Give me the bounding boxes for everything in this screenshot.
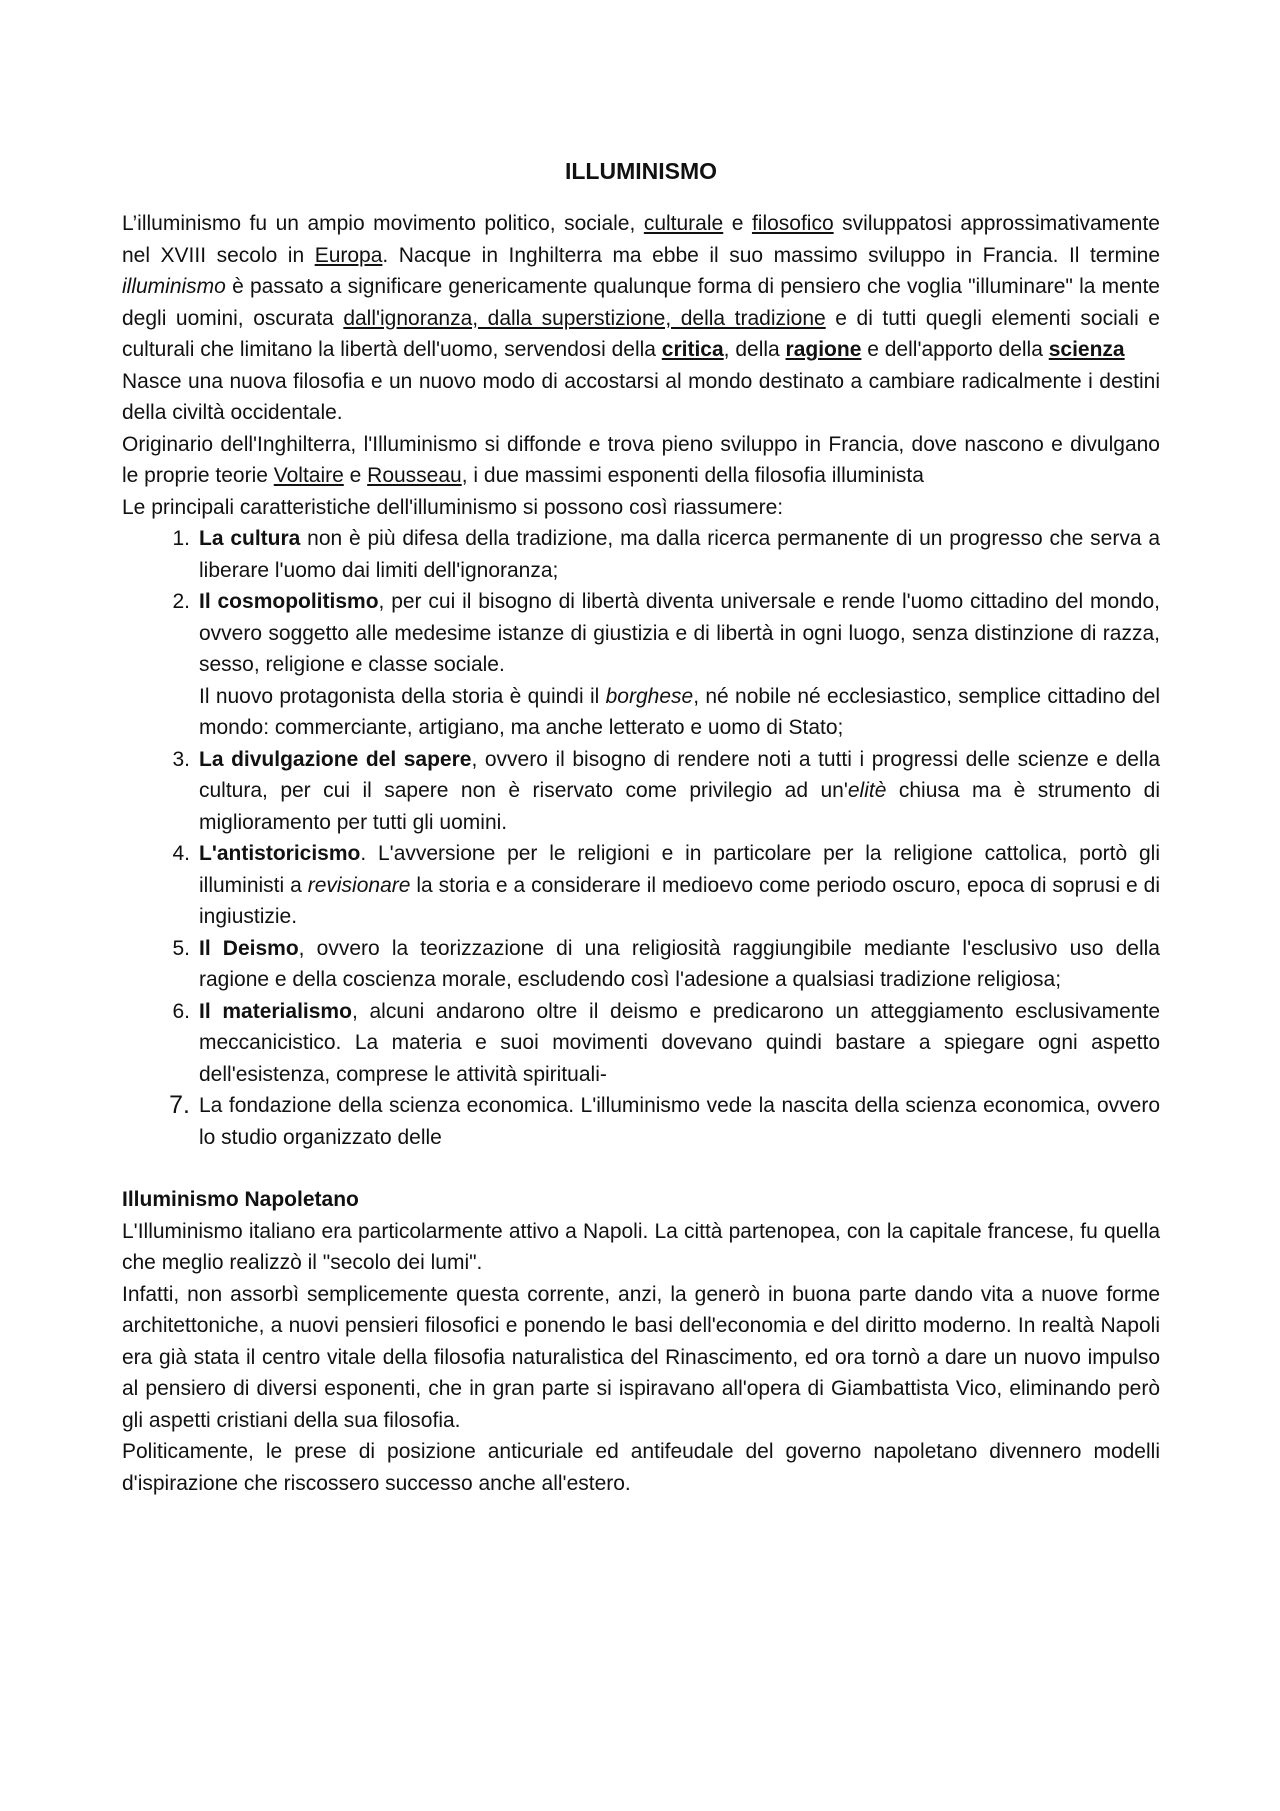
paragraph-origini [122, 429, 1160, 492]
list-number: 1. [172, 527, 190, 550]
link-europa[interactable]: Europa [314, 243, 383, 267]
text-run: L’illuminismo fu un ampio movimento politico, sociale, [122, 212, 644, 235]
paragraph-caratteristiche: Le principali caratteristiche dell'illuminismo si possono così riassumere: [122, 495, 784, 519]
italic-term: elitè [847, 779, 887, 802]
intro-paragraph [122, 208, 1160, 366]
list-item-title: L'antistoricismo [199, 842, 361, 865]
link-culturale[interactable]: culturale [643, 212, 724, 235]
italic-term: revisionare [307, 873, 411, 897]
characteristics-list [122, 523, 1160, 1153]
list-item-title: Il cosmopolitismo [199, 590, 379, 613]
list-number: 7. [169, 1091, 190, 1119]
page-title: ILLUMINISMO [564, 158, 718, 184]
list-item [122, 838, 1160, 933]
list-number: 2. [172, 590, 190, 613]
list-item [122, 1090, 1160, 1153]
list-number: 6. [172, 999, 190, 1023]
list-item [122, 744, 1160, 839]
list-item-text: la storia e a considerare il medioevo come periodo oscuro, epoca di soprusi e di ingiustizie. [199, 873, 1160, 928]
keyword-scienza: scienza [1048, 338, 1125, 361]
section-heading-napoli: Illuminismo Napoletano [122, 1188, 359, 1211]
list-item-title: La divulgazione del sapere [199, 747, 472, 771]
text-run: . Nacque in Inghilterra ma ebbe il suo massimo sviluppo in Francia. Il termine [382, 243, 1160, 267]
list-item-text: , ovvero il bisogno di rendere noti a tutti i progressi delle scienze e della cultura, per cui il sapere non è riservato come privilegio ad un' [199, 747, 1160, 802]
text-run: è passato a significare genericamente qualunque forma di pensiero che voglia "illuminare" la mente degli uomini, oscurata [122, 275, 1160, 330]
list-item-title: Il materialismo [199, 999, 352, 1023]
keyword-ragione: ragione [785, 338, 862, 361]
list-item [122, 523, 1160, 586]
text-run: Originario dell'Inghilterra, l'Illuminismo si diffonde e trova pieno sviluppo in Francia, dove nascono e divulgano le proprie teorie [122, 432, 1160, 487]
text-run: e dell'apporto della [861, 338, 1049, 361]
list-item [122, 996, 1160, 1091]
keyword-critica: critica [661, 338, 724, 361]
list-item-text: non è più difesa della tradizione, ma dalla ricerca permanente di un progresso che serva a liberare l'uomo dai limiti dell'ignoranza; [199, 527, 1160, 582]
list-number: 4. [172, 842, 190, 865]
text-run: , della [723, 338, 786, 361]
underlined-phrase: dall'ignoranza, dalla superstizione, della tradizione [343, 306, 826, 330]
list-item-text: chiusa ma è strumento di miglioramento per tutti gli uomini. [199, 779, 1160, 834]
napoli-paragraph-1: L'Illuminismo italiano era particolarmente attivo a Napoli. La città partenopea, con la capitale francese, fu quella che meglio realizzò il "secolo dei lumi". [122, 1219, 1160, 1274]
list-item-text: , alcuni andarono oltre il deismo e predicarono un atteggiamento esclusivamente meccanicistico. La materia e suoi movimenti dovevano quindi bastare a spiegare ogni aspetto dell'esistenza, comprese le attività spirituali- [199, 999, 1161, 1086]
list-item [122, 933, 1160, 996]
italic-term: borghese [605, 684, 694, 708]
text-run: e [343, 464, 368, 487]
list-item-text: , per cui il bisogno di libertà diventa universale e rende l'uomo cittadino del mondo, ovvero soggetto alle medesime istanze di giustizia e di libertà in ogni luogo, senza distinzione di razza, sesso, religione e classe sociale. [199, 590, 1160, 676]
napoli-paragraph-3: Politicamente, le prese di posizione anticuriale ed antifeudale del governo napoletano divennero modelli d'ispirazione che riscossero successo anche all'estero. [122, 1440, 1160, 1495]
text-run: e di tutti quegli elementi sociali e culturali che limitano la libertà dell'uomo, servendosi della [122, 306, 1160, 361]
italic-term: illuminismo [122, 275, 226, 298]
list-item-title: La cultura [199, 527, 301, 550]
text-run: e [723, 212, 752, 235]
text-run: , i due massimi esponenti della filosofia illuminista [461, 464, 924, 487]
list-number: 3. [172, 747, 190, 771]
list-item-text: Il nuovo protagonista della storia è quindi il [199, 684, 606, 708]
list-item-text: La fondazione della scienza economica. L'illuminismo vede la nascita della scienza economica, ovvero lo studio organizzato delle [199, 1094, 1160, 1149]
link-rousseau[interactable]: Rousseau [367, 464, 462, 487]
list-item [122, 586, 1160, 744]
list-item-text: , ovvero la teorizzazione di una religiosità raggiungibile mediante l'esclusivo uso della ragione e della coscienza morale, escludendo così l'adesione a qualsiasi tradizione religiosa; [199, 936, 1160, 991]
document-body [122, 156, 1160, 1499]
link-voltaire[interactable]: Voltaire [273, 464, 344, 487]
paragraph-nuova-filosofia: Nasce una nuova filosofia e un nuovo modo di accostarsi al mondo destinato a cambiare radicalmente i destini della civiltà occidentale. [122, 369, 1160, 424]
napoli-paragraph-2: Infatti, non assorbì semplicemente questa corrente, anzi, la generò in buona parte dando vita a nuove forme architettoniche, a nuovi pensieri filosofici e ponendo le basi dell'economia e del diritto moderno. In realtà Napoli era già stata il centro vitale della filosofia naturalistica del Rinascimento, ed ora tornò a dare un nuovo impulso al pensiero di diversi esponenti, che in gran parte si ispiravano all'opera di Giambattista Vico, eliminando però gli aspetti cristiani della sua filosofia. [122, 1282, 1160, 1432]
text-run: sviluppatosi approssimativamente nel XVIII secolo in [122, 212, 1160, 267]
list-item-text: . L'avversione per le religioni e in particolare per la religione cattolica, portò gli illuministi a [199, 842, 1160, 897]
list-item-title: Il Deismo [199, 936, 299, 960]
list-number: 5. [172, 936, 190, 960]
list-item-text: , né nobile né ecclesiastico, semplice cittadino del mondo: commerciante, artigiano, ma anche letterato e uomo di Stato; [199, 684, 1160, 739]
link-filosofico[interactable]: filosofico [751, 212, 834, 235]
